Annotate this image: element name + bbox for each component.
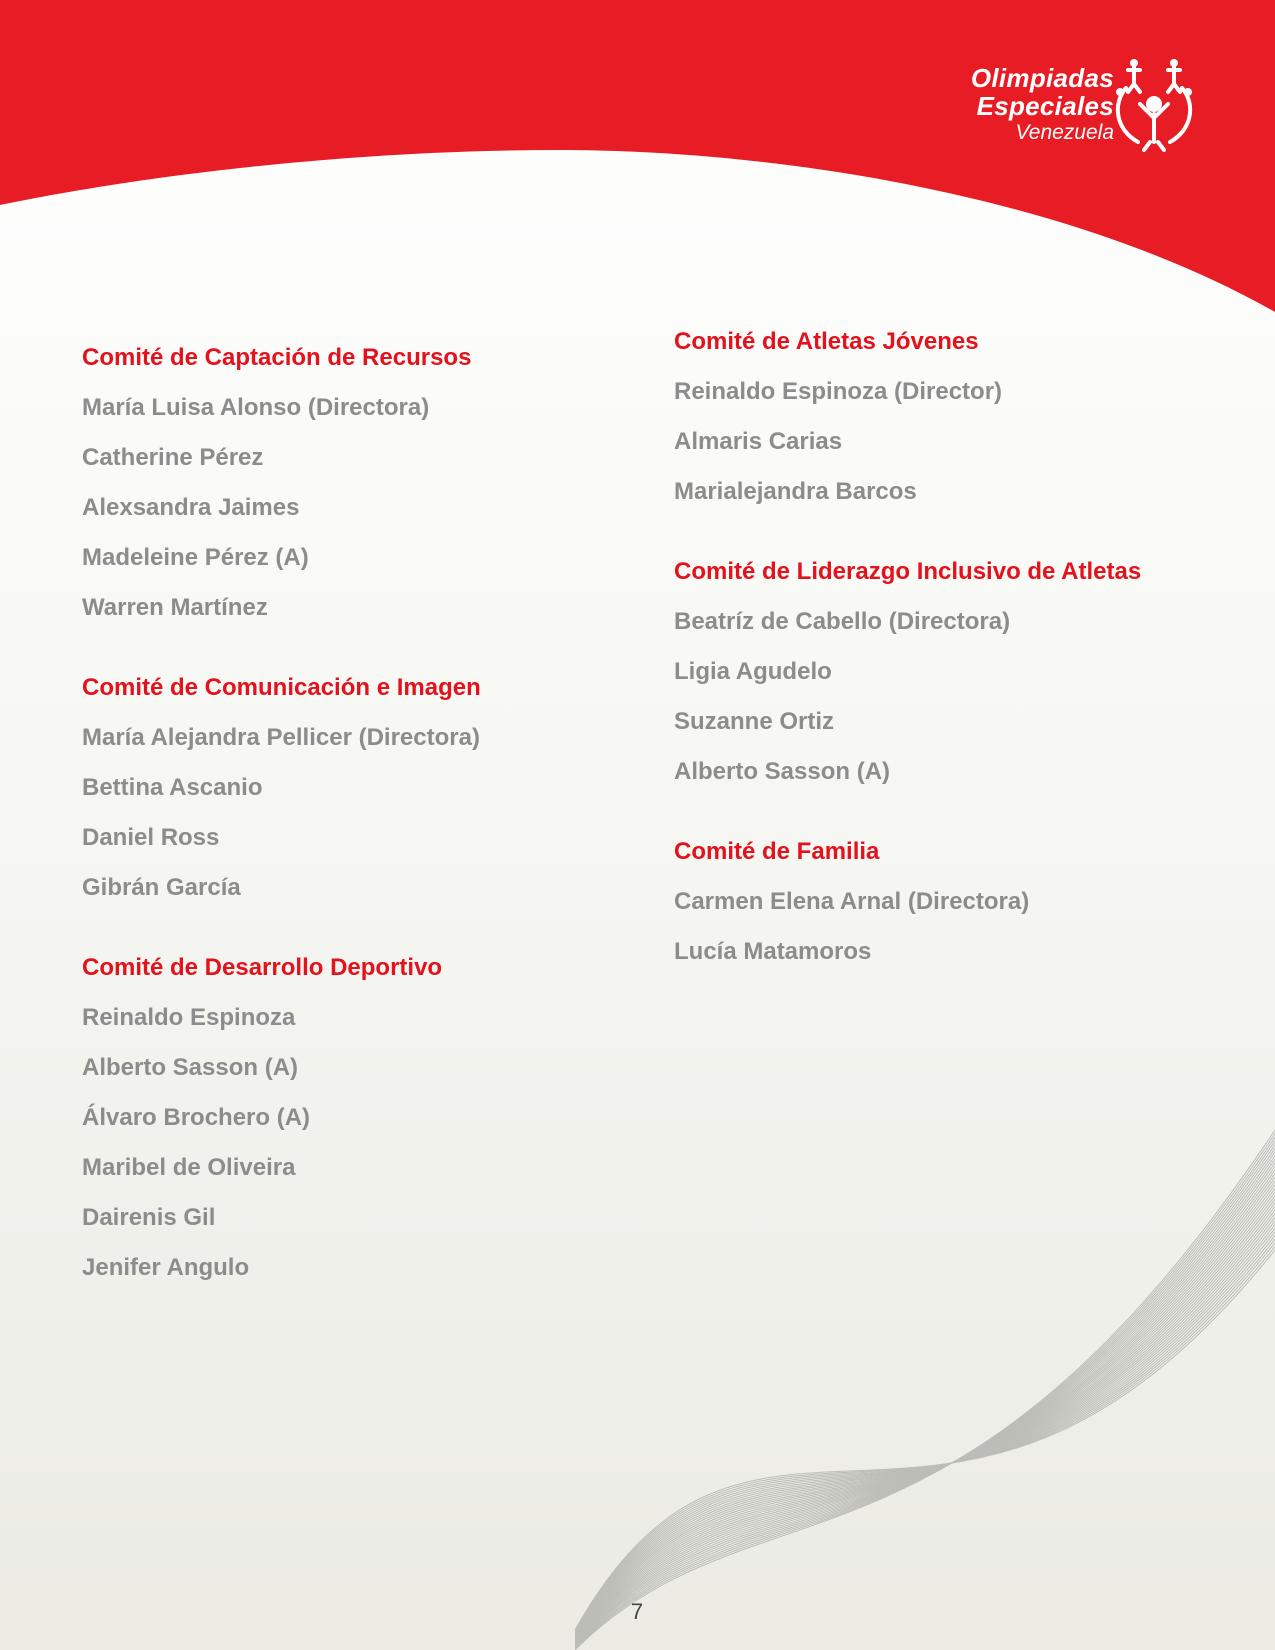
wave-line [575,1181,1275,1642]
member-name: Gibrán García [82,874,241,901]
member-name: Álvaro Brochero (A) [82,1104,311,1131]
committee-section [674,557,1254,787]
wave-line [575,1228,1275,1633]
wave-line [575,1192,1275,1640]
committee-section [82,953,622,1283]
member-name: Ligia Agudelo [674,658,832,685]
wave-line [575,1185,1275,1641]
committee-title: Comité de Captación de Recursos [82,344,472,371]
wave-line [575,1188,1275,1640]
member-name: Alberto Sasson (A) [674,758,891,785]
wave-line [575,1196,1275,1640]
right-column [674,327,1254,1017]
committee-section [82,673,622,903]
wave-line [575,1221,1275,1635]
committee-title: Comité de Atletas Jóvenes [674,328,979,355]
committee-section [674,327,1254,507]
member-name: Suzanne Ortiz [674,708,835,735]
wave-line [575,1225,1275,1635]
member-name: Carmen Elena Arnal (Directora) [674,888,1030,915]
logo-line-venezuela: Venezuela [1015,121,1114,144]
committee-section [674,837,1254,967]
logo-wordmark [971,64,1114,146]
wave-line [575,1203,1275,1638]
committee-section [82,343,622,623]
member-name: Marialejandra Barcos [674,478,917,505]
wave-line [575,1137,1275,1649]
member-name: Madeleine Pérez (A) [82,544,309,571]
member-name: Reinaldo Espinoza (Director) [674,378,1003,405]
committee-title: Comité de Comunicación e Imagen [82,674,481,701]
decorative-wave-lines [575,1090,1275,1650]
member-name: Reinaldo Espinoza [82,1004,296,1031]
special-olympics-emblem-icon [1106,58,1202,154]
logo-line-especiales: Especiales [976,91,1114,121]
header-banner [0,0,1275,320]
member-name: Almaris Carias [674,428,843,455]
organization-logo [920,58,1230,158]
wave-line [575,1250,1275,1630]
member-name: María Luisa Alonso (Directora) [82,394,430,421]
member-name: María Alejandra Pellicer (Directora) [82,724,480,751]
member-name: Bettina Ascanio [82,774,263,801]
committee-title: Comité de Liderazgo Inclusivo de Atletas [674,558,1142,585]
member-name: Catherine Pérez [82,444,264,471]
member-name: Alberto Sasson (A) [82,1054,299,1081]
member-name: Maribel de Oliveira [82,1154,296,1181]
committee-title: Comité de Desarrollo Deportivo [82,954,443,981]
member-name: Warren Martínez [82,594,268,621]
member-name: Jenifer Angulo [82,1254,250,1281]
member-name: Beatríz de Cabello (Directora) [674,608,1011,635]
logo-line-olimpiadas: Olimpiadas [970,63,1114,93]
left-column [82,343,622,1333]
member-name: Lucía Matamoros [674,938,872,965]
member-name: Daniel Ross [82,824,220,851]
wave-line [575,1199,1275,1638]
member-name: Dairenis Gil [82,1204,216,1231]
page-number: 7 [630,1599,644,1624]
committee-title: Comité de Familia [674,838,880,865]
member-name: Alexsandra Jaimes [82,494,300,521]
